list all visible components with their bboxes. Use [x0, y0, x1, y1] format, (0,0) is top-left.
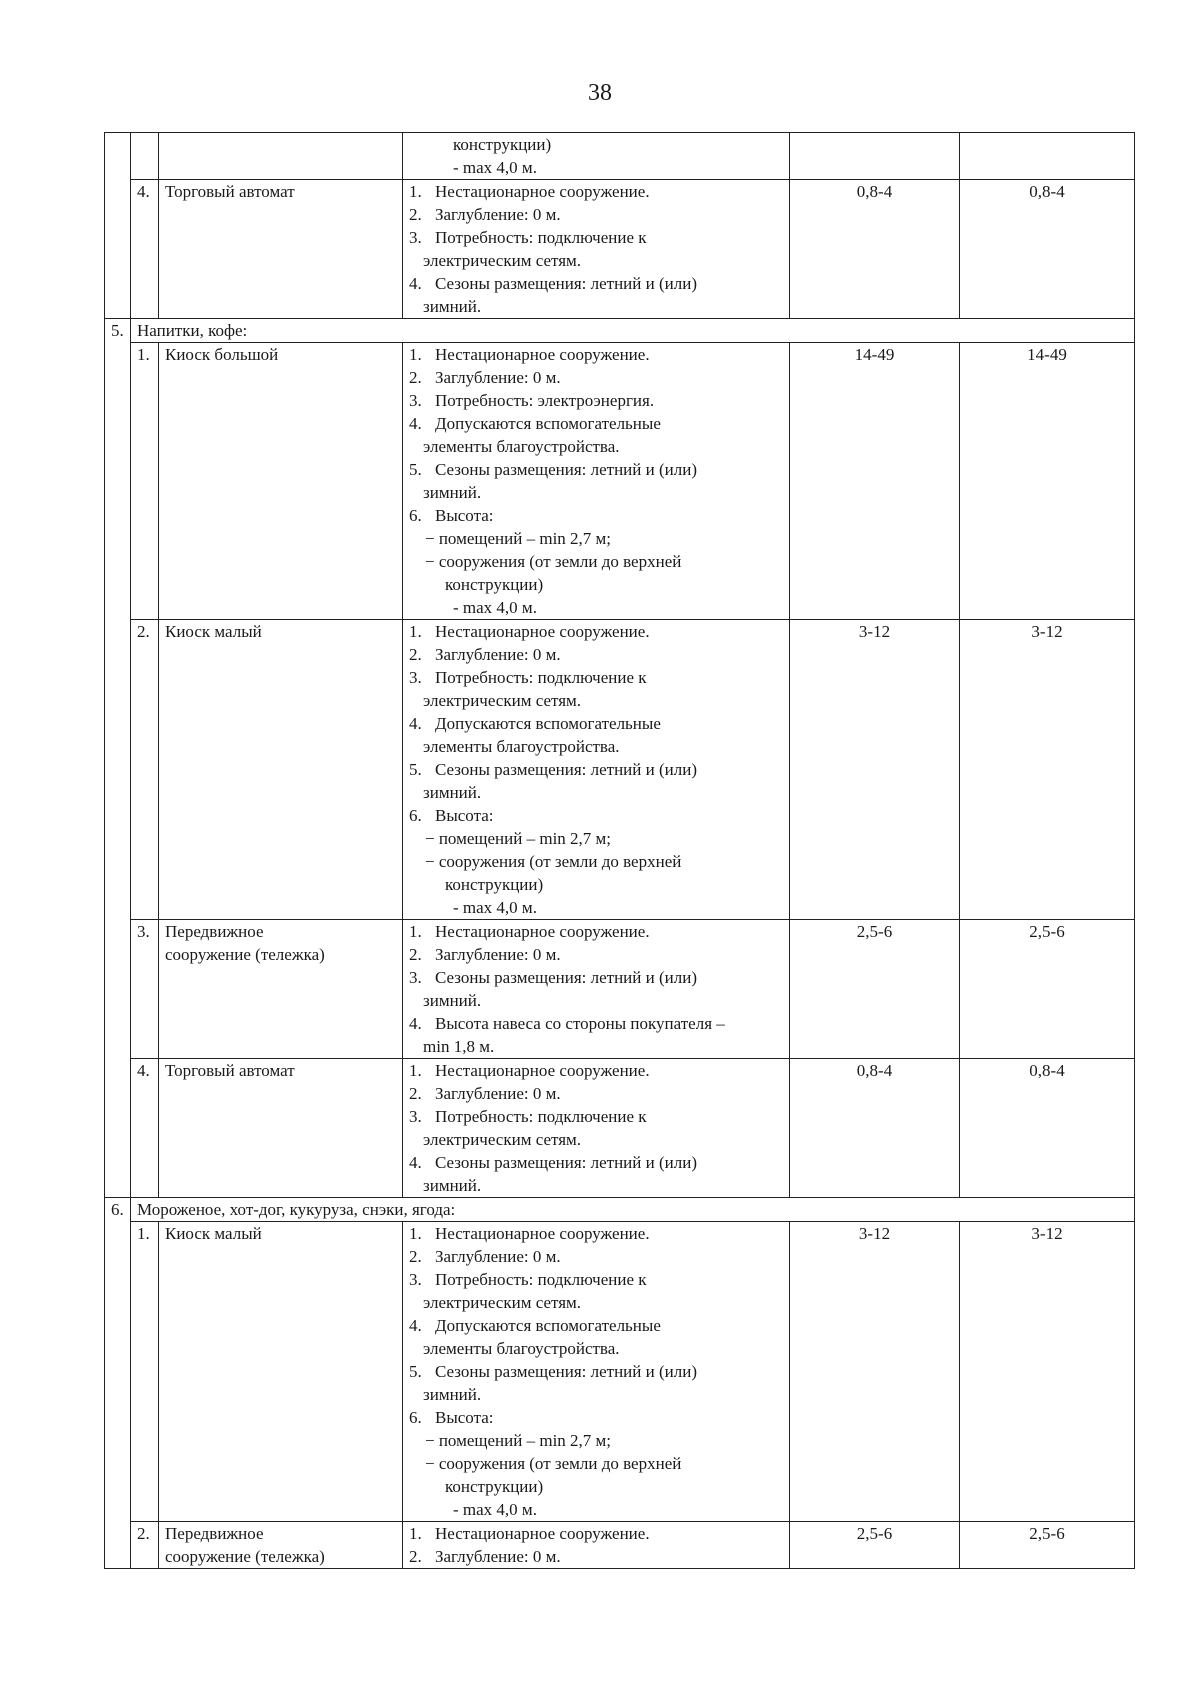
description-line: - max 4,0 м.: [453, 158, 537, 177]
group-header-row: [105, 1198, 1135, 1222]
value-cell: 2,5-6: [790, 920, 960, 1059]
description-line: Нестационарное сооружение.: [435, 1524, 650, 1543]
description-line: конструкции): [445, 875, 544, 894]
table-row: [105, 1522, 1135, 1569]
table-row: [105, 343, 1135, 620]
description-line: Высота:: [435, 1408, 494, 1427]
description-line: - max 4,0 м.: [453, 898, 537, 917]
description-line: Высота:: [435, 506, 494, 525]
value-cell: 2,5-6: [960, 1522, 1135, 1569]
description-line: - max 4,0 м.: [453, 598, 537, 617]
description-line: Сезоны размещения: летний и (или): [435, 968, 697, 987]
description-line: Сезоны размещения: летний и (или): [435, 1362, 697, 1381]
group-header-row: [105, 319, 1135, 343]
description-line: Заглубление: 0 м.: [435, 205, 561, 224]
item-number: 3.: [131, 920, 159, 1059]
value-cell: 0,8-4: [790, 1059, 960, 1198]
value-cell: [790, 133, 960, 180]
description-line: Потребность: подключение к: [435, 228, 647, 247]
description-line: min 1,8 м.: [423, 1037, 495, 1056]
item-description-cell: [403, 133, 790, 180]
item-number: 1.: [131, 1222, 159, 1522]
table-row: [105, 920, 1135, 1059]
description-line: Нестационарное сооружение.: [435, 922, 650, 941]
description-line: конструкции): [453, 135, 552, 154]
description-line: зимний.: [423, 783, 482, 802]
item-description-cell: 1. Нестационарное сооружение. 2. Заглубление: 0 м.: [403, 1522, 790, 1569]
item-number: 1.: [131, 343, 159, 620]
description-line: Заглубление: 0 м.: [435, 645, 561, 664]
description-line: Потребность: электроэнергия.: [435, 391, 655, 410]
value-cell: 0,8-4: [960, 180, 1135, 319]
description-line: − сооружения (от земли до верхней: [425, 852, 682, 871]
item-name-line: сооружение (тележка): [165, 1547, 325, 1566]
description-line: Нестационарное сооружение.: [435, 1061, 650, 1080]
description-line: Потребность: подключение к: [435, 668, 647, 687]
description-line: Потребность: подключение к: [435, 1270, 647, 1289]
item-description-cell: 1. Нестационарное сооружение. 2. Заглубление: 0 м. 3. Потребность: подключение к электрическим сетям. 4. Сезоны размещения: летний и (или) зимний.: [403, 1059, 790, 1198]
description-line: элементы благоустройства.: [423, 437, 620, 456]
value-cell: 14-49: [790, 343, 960, 620]
description-line: Сезоны размещения: летний и (или): [435, 760, 697, 779]
description-line: электрическим сетям.: [423, 1293, 582, 1312]
item-description-cell: 1. Нестационарное сооружение. 2. Заглубление: 0 м. 3. Сезоны размещения: летний и (или) зимний. 4. Высота навеса со стороны покупателя – min 1,8 м.: [403, 920, 790, 1059]
description-line: зимний.: [423, 483, 482, 502]
description-line: зимний.: [423, 297, 482, 316]
group-title: Напитки, кофе:: [131, 319, 1135, 343]
description-line: Нестационарное сооружение.: [435, 1224, 650, 1243]
item-number: 2.: [131, 620, 159, 920]
item-name-line: Передвижное: [165, 1524, 264, 1543]
group-number: 6.: [105, 1198, 131, 1569]
group-title: Мороженое, хот-дог, кукуруза, снэки, ягода:: [131, 1198, 1135, 1222]
item-description-cell: 1. Нестационарное сооружение. 2. Заглубление: 0 м. 3. Потребность: электроэнергия. 4. Допускаются вспомогательные элементы благоустройства. 5. Сезоны размещения: летний и (или) зимний. 6. Высота: − помещений – min 2,7 м; − сооружения (от земли до верхней конструкции) - max 4,0 м.: [403, 343, 790, 620]
table-row: [105, 180, 1135, 319]
table-row: [105, 620, 1135, 920]
item-name: Киоск малый: [159, 1222, 403, 1522]
description-line: Нестационарное сооружение.: [435, 182, 650, 201]
description-line: Допускаются вспомогательные: [435, 714, 661, 733]
description-line: − сооружения (от земли до верхней: [425, 552, 682, 571]
item-number-cell: [131, 133, 159, 180]
value-cell: [960, 133, 1135, 180]
table-row: [105, 1059, 1135, 1198]
description-line: Допускаются вспомогательные: [435, 414, 661, 433]
description-line: Потребность: подключение к: [435, 1107, 647, 1126]
description-line: Высота:: [435, 806, 494, 825]
description-line: электрическим сетям.: [423, 1130, 582, 1149]
value-cell: 3-12: [790, 1222, 960, 1522]
item-name: Торговый автомат: [159, 180, 403, 319]
description-line: Заглубление: 0 м.: [435, 945, 561, 964]
table-row: [105, 133, 1135, 180]
description-line: - max 4,0 м.: [453, 1500, 537, 1519]
table-row: [105, 1222, 1135, 1522]
description-line: − помещений – min 2,7 м;: [425, 1431, 612, 1450]
item-number: 4.: [131, 180, 159, 319]
value-cell: 14-49: [960, 343, 1135, 620]
description-line: зимний.: [423, 1176, 482, 1195]
value-cell: 3-12: [790, 620, 960, 920]
item-description-cell: 1. Нестационарное сооружение. 2. Заглубление: 0 м. 3. Потребность: подключение к электрическим сетям. 4. Допускаются вспомогательные элементы благоустройства. 5. Сезоны размещения: летний и (или) зимний. 6. Высота: − помещений – min 2,7 м; − сооружения (от земли до верхней конструкции) - max 4,0 м.: [403, 1222, 790, 1522]
value-cell: 3-12: [960, 1222, 1135, 1522]
item-number: 4.: [131, 1059, 159, 1198]
item-name: Киоск большой: [159, 343, 403, 620]
group-number: 5.: [105, 319, 131, 1198]
description-line: Заглубление: 0 м.: [435, 1084, 561, 1103]
value-cell: 3-12: [960, 620, 1135, 920]
description-line: Заглубление: 0 м.: [435, 368, 561, 387]
description-line: конструкции): [445, 1477, 544, 1496]
description-line: Заглубление: 0 м.: [435, 1247, 561, 1266]
value-cell: 2,5-6: [790, 1522, 960, 1569]
item-name-cell: [159, 133, 403, 180]
description-line: − сооружения (от земли до верхней: [425, 1454, 682, 1473]
description-line: − помещений – min 2,7 м;: [425, 529, 612, 548]
description-line: конструкции): [445, 575, 544, 594]
value-cell: 0,8-4: [960, 1059, 1135, 1198]
description-line: Сезоны размещения: летний и (или): [435, 274, 697, 293]
item-name: Киоск малый: [159, 620, 403, 920]
value-cell: 0,8-4: [790, 180, 960, 319]
description-line: зимний.: [423, 1385, 482, 1404]
description-line: электрическим сетям.: [423, 691, 582, 710]
item-name: Торговый автомат: [159, 1059, 403, 1198]
description-line: зимний.: [423, 991, 482, 1010]
item-name-cell: [159, 1522, 403, 1569]
description-line: элементы благоустройства.: [423, 1339, 620, 1358]
description-line: Допускаются вспомогательные: [435, 1316, 661, 1335]
item-description-cell: 1. Нестационарное сооружение. 2. Заглубление: 0 м. 3. Потребность: подключение к электрическим сетям. 4. Сезоны размещения: летний и (или) зимний.: [403, 180, 790, 319]
item-name-line: сооружение (тележка): [165, 945, 325, 964]
description-line: − помещений – min 2,7 м;: [425, 829, 612, 848]
page-number: 38: [588, 80, 612, 106]
requirements-table: [104, 132, 1135, 1569]
item-number: 2.: [131, 1522, 159, 1569]
item-description-cell: 1. Нестационарное сооружение. 2. Заглубление: 0 м. 3. Потребность: подключение к электрическим сетям. 4. Допускаются вспомогательные элементы благоустройства. 5. Сезоны размещения: летний и (или) зимний. 6. Высота: − помещений – min 2,7 м; − сооружения (от земли до верхней конструкции) - max 4,0 м.: [403, 620, 790, 920]
description-line: Нестационарное сооружение.: [435, 345, 650, 364]
value-cell: 2,5-6: [960, 920, 1135, 1059]
group-number-cell: [105, 133, 131, 319]
description-line: элементы благоустройства.: [423, 737, 620, 756]
item-name-cell: [159, 920, 403, 1059]
description-line: Сезоны размещения: летний и (или): [435, 460, 697, 479]
description-line: Сезоны размещения: летний и (или): [435, 1153, 697, 1172]
description-line: электрическим сетям.: [423, 251, 582, 270]
description-line: Нестационарное сооружение.: [435, 622, 650, 641]
item-name-line: Передвижное: [165, 922, 264, 941]
description-line: Высота навеса со стороны покупателя –: [435, 1014, 725, 1033]
description-line: Заглубление: 0 м.: [435, 1547, 561, 1566]
